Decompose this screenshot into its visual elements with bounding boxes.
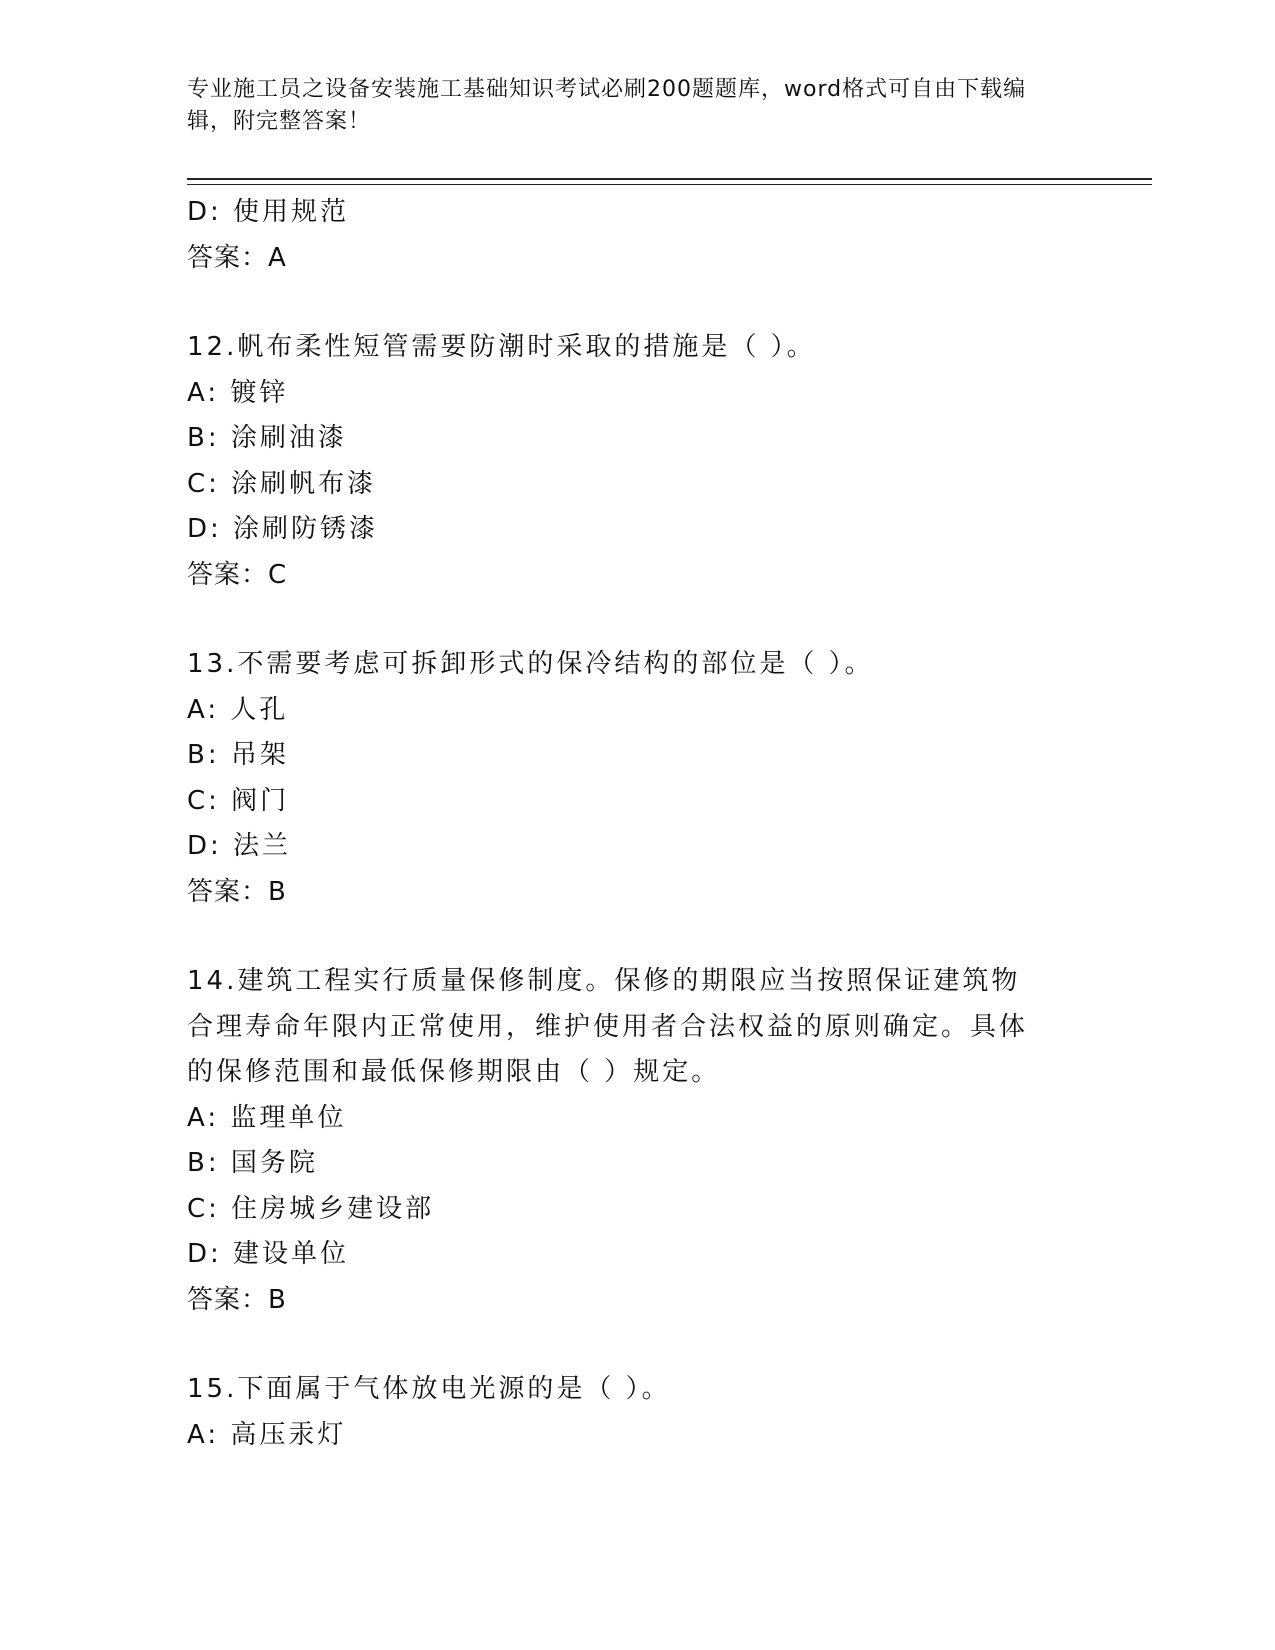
option-b: B: 涂刷油漆 — [187, 423, 347, 453]
option-d: D: 法兰 — [187, 831, 292, 861]
option-b: B: 国务院 — [187, 1148, 318, 1178]
option-b: B: 吊架 — [187, 740, 289, 770]
question-11 — [187, 190, 1087, 281]
header-rule-thin — [187, 184, 1152, 185]
option-a: A: 镀锌 — [187, 377, 289, 408]
document-header: 专业施工员之设备安装施工基础知识考试必刷200题题库，word格式可自由下载编辑，附完整答案！ — [187, 77, 1027, 134]
option-c: C: 涂刷帆布漆 — [187, 468, 377, 499]
header-rule-thick — [187, 178, 1152, 180]
question-stem: 12.帆布柔性短管需要防潮时采取的措施是（ ）。 — [187, 332, 816, 362]
answer: 答案：A — [187, 242, 287, 273]
question-stem: 14.建筑工程实行质量保修制度。保修的期限应当按照保证建筑物合理寿命年限内正常使用，维护使用者合法权益的原则确定。具体的保修范围和最低保修期限由（ ）规定。 — [187, 966, 1029, 1087]
question-list — [187, 190, 1087, 1458]
question-stem: 15.下面属于气体放电光源的是（ ）。 — [187, 1374, 671, 1404]
answer: 答案：C — [187, 559, 288, 590]
option-a: A: 人孔 — [187, 694, 289, 725]
option-d: D: 使用规范 — [187, 197, 350, 227]
question-13 — [187, 642, 1087, 915]
option-c: C: 住房城乡建设部 — [187, 1193, 435, 1224]
option-c: C: 阀门 — [187, 785, 290, 816]
answer: 答案：B — [187, 876, 287, 907]
question-14 — [187, 959, 1087, 1323]
question-15 — [187, 1367, 1087, 1458]
answer: 答案：B — [187, 1284, 287, 1315]
option-d: D: 涂刷防锈漆 — [187, 514, 379, 544]
option-a: A: 监理单位 — [187, 1102, 347, 1133]
option-a: A: 高压汞灯 — [187, 1419, 347, 1450]
option-d: D: 建设单位 — [187, 1239, 350, 1269]
question-12 — [187, 325, 1087, 598]
question-stem: 13.不需要考虑可拆卸形式的保冷结构的部位是（ ）。 — [187, 649, 874, 679]
